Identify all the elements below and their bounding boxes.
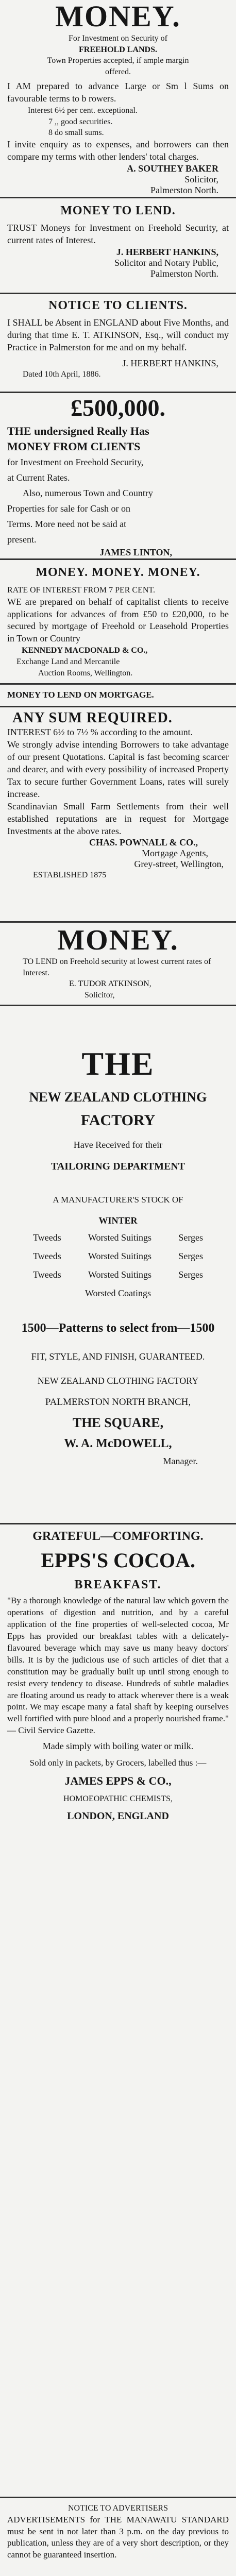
clothing-manager-title: Manager. [163,1456,198,1466]
lend-sig-place: Palmerston North. [150,268,218,279]
money-subtitle: For Investment on Security of [69,34,167,43]
interest-line-1: Interest 6½ per cent. exceptional. [28,106,138,115]
anysum-title: ANY SUM REQUIRED. [12,710,173,726]
money-line1: Town Properties accepted, if ample margin [47,56,189,65]
epps-sold: Sold only in packets, by Grocers, labelled thus :— [29,1758,207,1768]
divider [0,706,236,707]
epps-title: EPPS'S COCOA. [40,1549,196,1572]
pownall-ad [0,708,236,919]
signature-place: Palmerston North. [150,184,218,195]
fabric-row-1 [7,1228,229,1247]
mmm-sig-name: KENNEDY MACDONALD & CO., [22,646,148,655]
anysum-sig-line3: Grey-street, Wellington, [134,859,224,870]
linton-p4: at Current Rates. [7,472,70,483]
divider [0,197,236,198]
clothing-fit: FIT, STYLE, AND FINISH, GUARANTEED. [31,1351,205,1362]
money-line2: offered. [105,67,131,76]
linton-title: £500,000. [71,395,165,421]
notice-date: Dated 10th April, 1886. [23,369,101,379]
fabric-cell: Serges [178,1251,203,1261]
signature-title: Solicitor, [184,174,218,184]
fabric-cell: Serges [178,1269,203,1280]
notice-para: I SHALL be Absent in ENGLAND about Five Months, and during that time E. T. ATKINSON, Esq., will conduct my Practice in Palmerston for me and on my behalf. [7,317,229,352]
advertisers-title: NOTICE TO ADVERTISERS [68,2504,168,2513]
divider [0,2497,236,2498]
money-para: I AM prepared to advance Large or Sm l Sums on favourable terms to b rowers. [7,81,229,104]
clothing-factory-ad [0,1041,236,1520]
signature-name: A. SOUTHEY BAKER [127,163,218,174]
divider [0,1523,236,1524]
lend-sig-name: J. HERBERT HANKINS, [116,246,218,257]
clothing-branch: PALMERSTON NORTH BRANCH, [45,1397,191,1408]
mmm-para: WE are prepared on behalf of capitalist clients to receive applications for advances of from £50 to £20,000, to be secured by mortgage of Freehold or Leasehold Properties in Town or Country [7,596,229,644]
epps-chemists: HOMOEOPATHIC CHEMISTS, [63,1794,173,1804]
money2-sig-title: Solicitor, [85,990,115,999]
linton-p3: for Investment on Freehold Security, [7,457,144,467]
anysum-established: ESTABLISHED 1875 [33,871,107,880]
linton-p5: Also, numerous Town and Country [23,488,153,498]
linton-p6: Properties for sale for Cash or on [7,503,130,514]
epps-company: JAMES EPPS & CO., [64,1774,172,1788]
money-subtitle2: FREEHOLD LANDS. [78,45,158,54]
epps-cocoa-ad [0,1526,236,2495]
anysum-sig-name: CHAS. POWNALL & CO., [89,837,198,848]
fabric-cell: Tweeds [33,1269,61,1280]
epps-sub: BREAKFAST. [74,1578,162,1591]
mmm-sig-line2: Exchange Land and Mercantile [16,657,120,666]
fabric-cell: Serges [178,1232,203,1243]
epps-para: "By a thorough knowledge of the natural law which govern the operations of digestion and nutrition, and by a careful application of the fine properties of well-selected cocoa, Mr Epps has provided our breakfast tables with a delicately-flavoured beverage which may save us many heavy doctors' bills. It is by the judicious use of such articles of diet that a constitution may be gradually built up until strong enough to resist every tendency to disease. Hundreds of subtle maladies are floating around us ready to attack wherever there is a weak point. We may escape many a fatal shaft by keeping ourselves well fortified with pure blood and a properly nourished frame." — Civil Service Gazette. [7,1596,229,1736]
linton-p7: Terms. More need not be said at [7,519,127,529]
linton-p2: MONEY FROM CLIENTS [7,440,141,453]
fabric-cell: Tweeds [33,1232,61,1243]
clothing-have: Have Received for their [73,1140,163,1150]
clothing-manager-name: W. A. McDOWELL, [64,1437,172,1450]
epps-made: Made simply with boiling water or milk. [42,1741,194,1752]
notice-to-clients-ad [0,296,236,391]
fabric-cell: Worsted Suitings [88,1251,152,1261]
clothing-mfr: A MANUFACTURER'S STOCK OF [53,1195,183,1205]
money2-title: MONEY. [57,924,179,956]
notice-sig-name: J. HERBERT HANKINS, [122,358,218,368]
divider [0,683,236,685]
fabric-row-3 [7,1265,229,1284]
advertisers-para: ADVERTISEMENTS for THE MANAWATU STANDARD must be sent in not later than 3 p.m. on the day previous to publication, unless they are of a very short description, or they cannot be guaranteed insertion. [7,2514,229,2560]
interest-line-3: 8 do small sums. [48,128,104,138]
lend-para: TRUST Moneys for Investment on Freehold Security, at current rates of Interest. [7,223,229,245]
fabric-cell: Worsted Suitings [88,1232,152,1243]
mmm-sig-line3: Auction Rooms, Wellington. [38,668,133,677]
money-para2: I invite enquiry as to expenses, and borrowers can then compare my terms with other lenders' total charges. [7,139,229,162]
kennedy-ad [0,562,236,682]
linton-p1: THE undersigned Really Has [7,425,149,437]
divider [0,921,236,923]
divider [0,293,236,294]
clothing-square: THE SQUARE, [72,1415,164,1430]
epps-top: GRATEFUL—COMFORTING. [32,1530,204,1543]
fabric-cell: Worsted Suitings [88,1269,152,1280]
fabric-cell: Tweeds [33,1251,61,1261]
money-to-lend-ad [0,201,236,292]
interest-line-2: 7 ,, good securities. [48,117,113,126]
atkinson-ad [0,924,236,1002]
money-ad-baker [0,0,236,196]
money-title: MONEY. [55,0,181,33]
mmm-rate: RATE OF INTEREST FROM 7 PER CENT. [7,586,155,595]
money2-sig-name: E. TUDOR ATKINSON, [69,979,151,989]
divider [0,558,236,560]
mortgage-title: MONEY TO LEND ON MORTGAGE. [7,690,154,700]
clothing-dept: TAILORING DEPARTMENT [50,1161,186,1172]
advertisers-notice [0,2500,236,2576]
notice-title: NOTICE TO CLIENTS. [48,299,188,312]
fabric-row-4: Worsted Coatings [85,1288,151,1298]
clothing-patterns: 1500—Patterns to select from—1500 [21,1321,215,1335]
fabric-row-2 [7,1247,229,1265]
anysum-para: We strongly advise intending Borrowers to take advantage of our present Quotations. Capital is fast becoming scarcer and dearer, and with every possibility of increased Property Tax to secure further Government Loans, rates will surely increase. [7,739,229,799]
linton-p8: present. [7,534,37,545]
lend-sig-title: Solicitor and Notary Public, [114,257,218,268]
lend-title: MONEY TO LEND. [60,204,176,217]
clothing-name1: NEW ZEALAND CLOTHING [29,1090,207,1105]
clothing-name2: FACTORY [80,1112,156,1129]
clothing-winter: WINTER [98,1215,138,1226]
anysum-para2: Scandinavian Small Farm Settlements from their well established reputations are in request for Mortgage Investments at the above rates. [7,801,229,836]
money2-sig-place [7,1001,229,1002]
clothing-the: THE [81,1045,155,1082]
linton-sig-name: JAMES LINTON, [99,547,172,557]
mmm-title: MONEY. MONEY. MONEY. [36,566,200,579]
divider [0,1005,236,1006]
linton-ad [0,393,236,557]
money2-para: TO LEND on Freehold security at lowest current rates of Interest. [23,957,211,977]
epps-city: LONDON, ENGLAND [67,1810,169,1822]
mortgage-ad [0,685,236,706]
anysum-interest: INTEREST 6½ to 7½ % according to the amount. [7,727,193,737]
anysum-sig-line2: Mortgage Agents, [142,848,208,859]
clothing-nz: NEW ZEALAND CLOTHING FACTORY [37,1376,199,1386]
